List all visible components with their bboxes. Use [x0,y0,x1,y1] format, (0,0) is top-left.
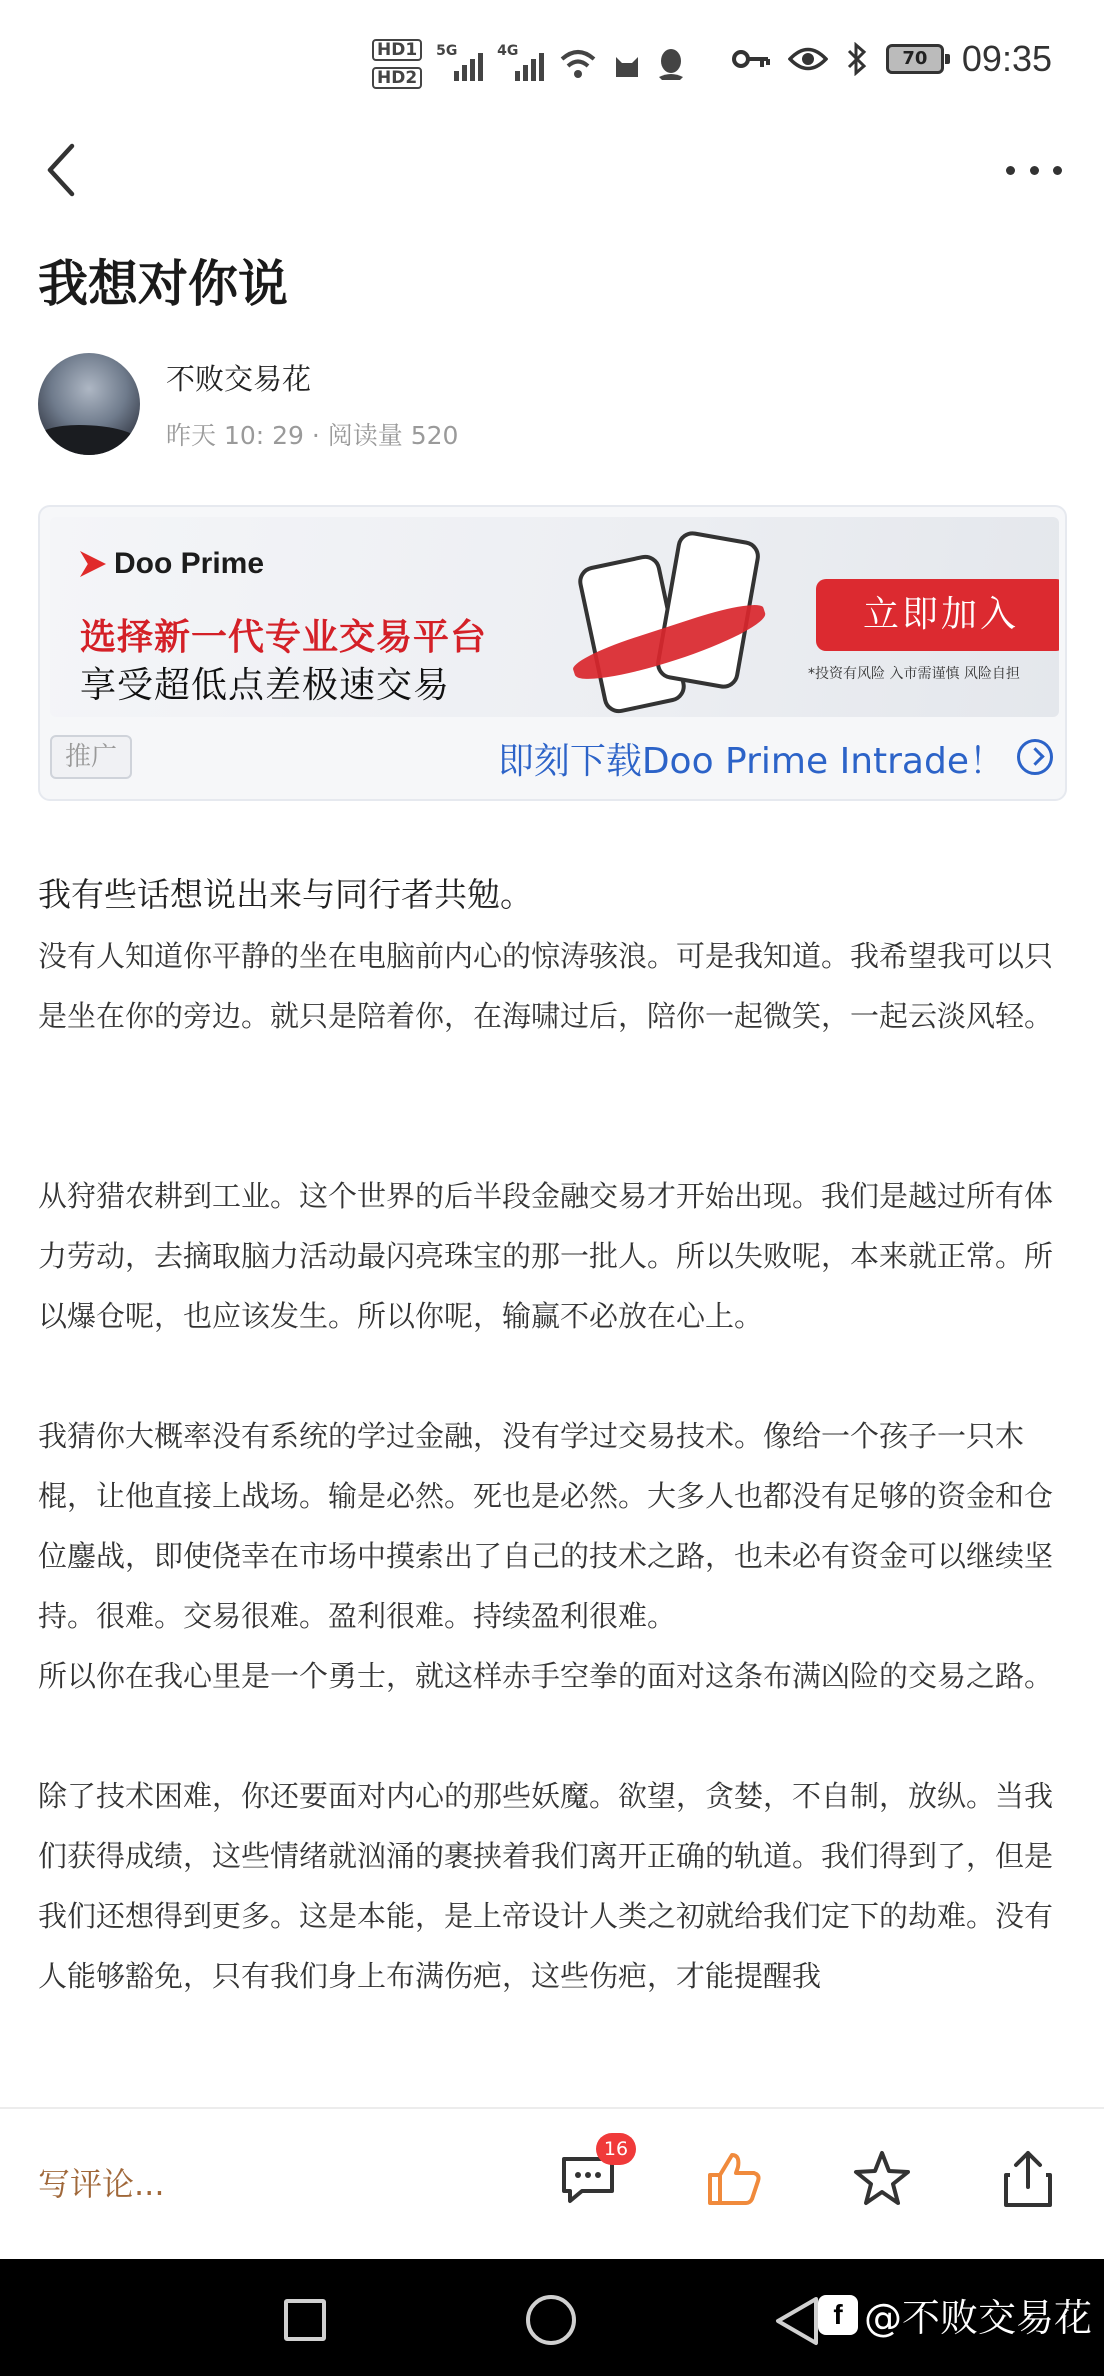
ad-promo-tag: 推广 [50,735,132,779]
more-icon[interactable] [1006,148,1062,192]
ad-risk-notice: *投资有风险 入市需谨慎 风险自担 [808,666,1020,682]
back-icon[interactable] [38,140,88,200]
article-paragraph-2: 从狩猎农耕到工业。这个世界的后半段金融交易才开始出现。我们是越过所有体力劳动，去摘取脑力活动最闪亮珠宝的那一批人。所以失败呢，本来就正常。所以爆仓呢，也应该发生。所以你呢，输赢不必放在心上。 [38,1179,1054,1333]
ad-subline: 享受超低点差极速交易 [80,665,451,706]
status-right [732,38,1052,80]
status-icons [372,34,686,94]
comment-button[interactable] [556,2138,629,2211]
home-icon[interactable] [526,2295,576,2345]
article-lead: 我有些话想说出来与同行者共勉。 [38,875,533,914]
author-name[interactable]: 不败交易花 [166,361,312,396]
system-back-icon[interactable] [772,2295,822,2347]
article-paragraph-3: 我猜你大概率没有系统的学过金融，没有学过交易技术。像给一个孩子一只木棍，让他直接上战场。输是必然。死也是必然。大多人也都没有足够的资金和仓位鏖战，即使侥幸在市场中摸索出了自己的技术之路，也未必有资金可以继续坚持。很难。交易很难。盈利很难。持续盈利很难。 [38,1419,1054,1633]
doo-prime-logo-icon [80,551,106,577]
avatar[interactable] [38,353,140,455]
star-icon [850,2147,914,2211]
ad-card[interactable] [38,505,1067,801]
hd2-badge: HD2 [372,67,422,89]
comment-input[interactable]: 写评论... [38,2165,165,2203]
qq-icon [656,47,686,81]
recent-apps-icon[interactable] [284,2299,326,2341]
chevron-right-circle-icon[interactable] [1017,739,1053,775]
hd-indicators [372,39,422,89]
ad-headline: 选择新一代专业交易平台 [80,617,488,658]
ad-join-button[interactable]: 立即加入 [816,579,1059,651]
phones-illustration-icon [570,531,770,711]
signal-4g-icon: 4G [497,47,544,81]
article-paragraph-4: 所以你在我心里是一个勇士，就这样赤手空拳的面对这条布满凶险的交易之路。 [38,1659,1054,1693]
article-meta: 昨天 10: 29 · 阅读量 520 [166,420,459,450]
hd1-badge: HD1 [372,39,422,61]
author-row[interactable] [38,352,458,456]
ad-brand-name: Doo Prime [114,547,265,580]
platform-logo-icon: f [818,2295,858,2335]
wifi-icon [558,47,598,81]
share-button[interactable] [996,2147,1060,2211]
watermark-text: @不败交易花 [864,2296,1093,2340]
eye-icon [788,46,828,72]
watermark [818,2287,1092,2342]
signal-5g-icon: 5G [436,47,483,81]
like-button[interactable] [702,2147,766,2211]
article-title: 我想对你说 [38,255,288,313]
battery-indicator: 70 [886,44,944,74]
article-paragraph-5: 除了技术困难，你还要面对内心的那些妖魔。欲望，贪婪，不自制，放纵。当我们获得成绩，这些情绪就汹涌的裹挟着我们离开正确的轨道。我们得到了，但是我们还想得到更多。这是本能，是上帝设计人类之初就给我们定下的劫难。没有人能够豁免，只有我们身上布满伤疤，这些伤疤，才能提醒我 [38,1779,1054,1993]
comment-count-badge: 16 [596,2133,636,2165]
article-paragraph-1: 没有人知道你平静的坐在电脑前内心的惊涛骇浪。可是我知道。我希望我可以只是坐在你的旁边。就只是陪着你，在海啸过后，陪你一起微笑，一起云淡风轻。 [38,939,1054,1033]
key-icon [732,47,770,71]
ad-banner[interactable] [50,517,1059,717]
favorite-button[interactable] [850,2147,914,2211]
status-bar [0,0,1104,120]
bluetooth-icon [846,42,868,76]
ad-download-link[interactable]: 即刻下载Doo Prime Intrade！ [497,741,1005,782]
system-navigation-bar [0,2259,1104,2376]
status-time: 09:35 [961,38,1052,79]
bottom-action-bar [0,2107,1104,2259]
like-icon [702,2147,766,2211]
ad-brand-logo [80,547,264,581]
share-icon [996,2147,1060,2211]
article-body [38,864,1068,2104]
cat-app-icon [612,49,642,79]
author-info [166,357,458,452]
